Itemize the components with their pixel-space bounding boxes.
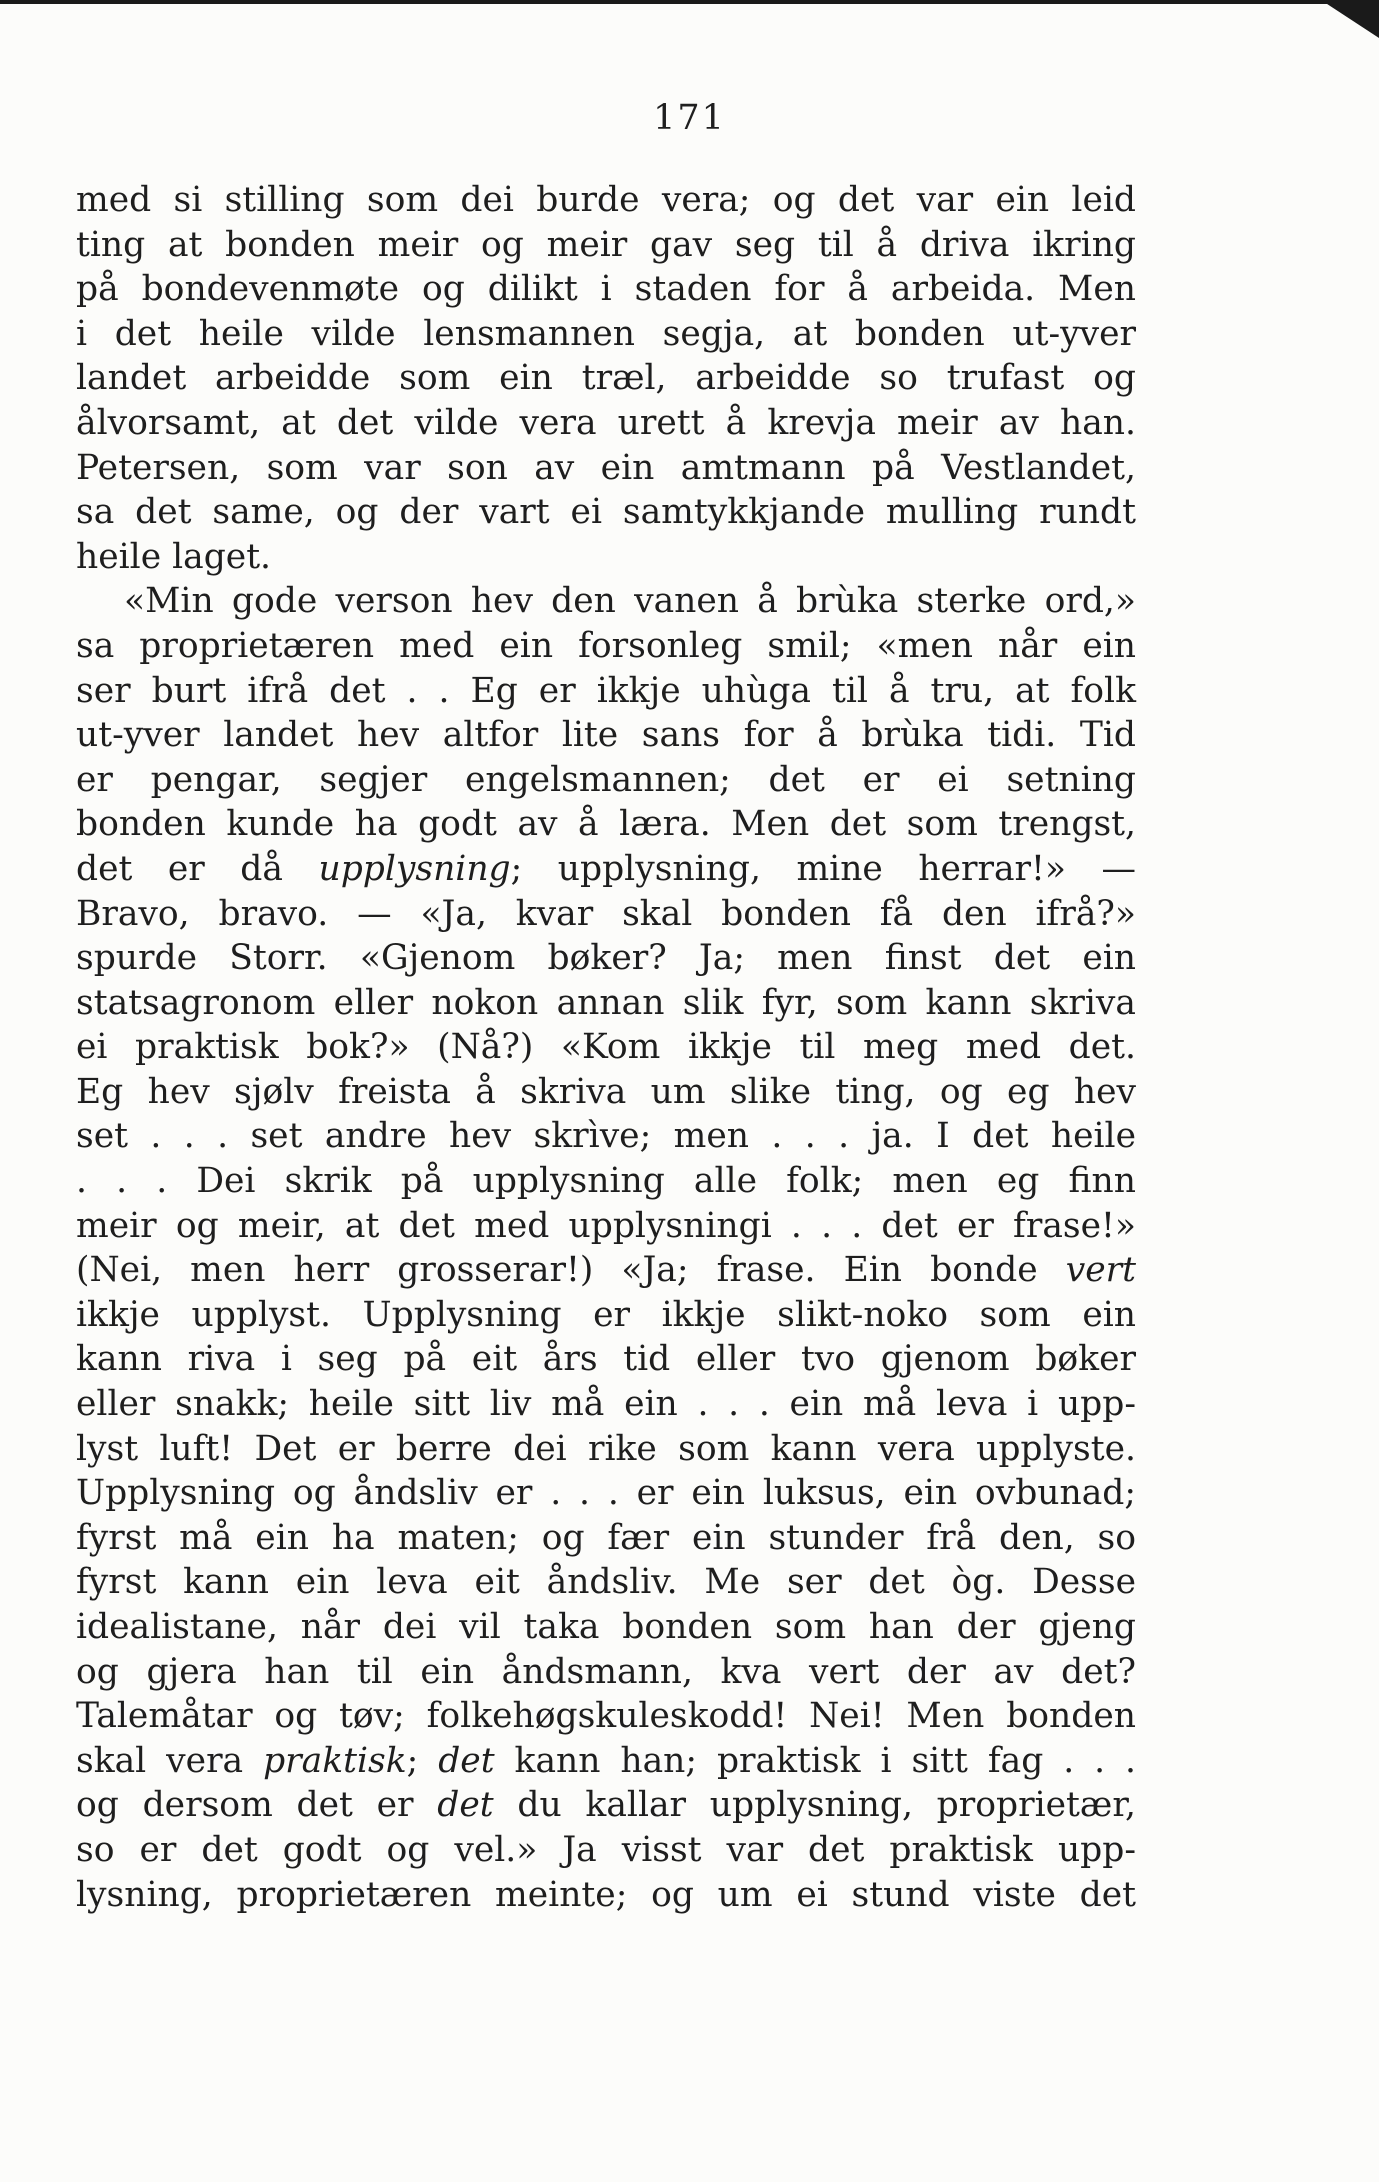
scan-corner — [1321, 0, 1379, 38]
text-segment: ; — [406, 1740, 439, 1781]
text-line: ser burt ifrå det . . Eg er ikkje uhùga til å tru, at folk — [76, 670, 1136, 711]
text-line: på bondevenmøte og dilikt i staden for å arbeida. Men — [76, 269, 1136, 310]
text-line: spurde Storr. «Gjenom bøker? Ja; men finst det ein — [76, 938, 1136, 979]
text-segment: kann han; praktisk i sitt fag . . . — [494, 1740, 1137, 1781]
text-line: ei praktisk bok?» (Nå?) «Kom ikkje til meg med det. — [76, 1027, 1136, 1068]
text-segment: ; upplysning, mine herrar!» — — [510, 848, 1137, 889]
text-segment: skal vera — [76, 1740, 264, 1781]
text-line: Upplysning og åndsliv er . . . er ein luksus, ein ovbunad; — [76, 1473, 1136, 1514]
italic-segment: upplysning — [318, 848, 511, 889]
text-line: meir og meir, at det med upplysningi . . . det er frase!» — [76, 1205, 1136, 1246]
text-line: heile laget. — [76, 536, 272, 577]
text-line: . . . Dei skrik på upplysning alle folk; men eg finn — [76, 1161, 1136, 1202]
text-line: ut-yver landet hev altfor lite sans for å brùka tidi. Tid — [76, 715, 1136, 756]
scan-edge — [0, 0, 1379, 4]
text-segment: (Nei, men herr grosserar!) «Ja; frase. Ein bonde — [76, 1250, 1066, 1291]
text-segment: og dersom det er — [76, 1785, 438, 1826]
text-line: bonden kunde ha godt av å læra. Men det som trengst, — [76, 804, 1136, 845]
text-line: ting at bonden meir og meir gav seg til å driva ikring — [76, 224, 1136, 265]
italic-segment: det — [438, 1740, 495, 1781]
page-number: 171 — [653, 98, 726, 138]
text-line: landet arbeidde som ein træl, arbeidde so trufast og — [76, 358, 1136, 399]
text-line: so er det godt og vel.» Ja visst var det praktisk upp- — [76, 1829, 1136, 1870]
text-line: statsagronom eller nokon annan slik fyr, som kann skriva — [76, 982, 1136, 1023]
text-line: fyrst kann ein leva eit åndsliv. Me ser det òg. Desse — [76, 1562, 1136, 1603]
text-line: eller snakk; heile sitt liv må ein . . . ein må leva i upp- — [76, 1384, 1136, 1425]
text-line: lyst luft! Det er berre dei rike som kann vera upplyste. — [76, 1428, 1136, 1469]
text-line — [76, 847, 1136, 892]
text-line: lysning, proprietæren meinte; og um ei stund viste det — [76, 1874, 1136, 1915]
text-line: idealistane, når dei vil taka bonden som han der gjeng — [76, 1607, 1136, 1647]
text-line: Eg hev sjølv freista å skriva um slike ting, og eg hev — [76, 1071, 1136, 1112]
text-line: kann riva i seg på eit års tid eller tvo gjenom bøker — [76, 1339, 1136, 1380]
text-line: Petersen, som var son av ein amtmann på Vestlandet, — [76, 447, 1136, 488]
text-segment: du kallar upplysning, proprietær, — [493, 1785, 1136, 1826]
text-line: sa proprietæren med ein forsonleg smil; «men når ein — [76, 625, 1136, 666]
text-line: sa det same, og der vart ei samtykkjande mulling rundt — [76, 492, 1136, 533]
text-line: Talemåtar og tøv; folkehøgskuleskodd! Nei! Men bonden — [76, 1696, 1136, 1737]
text-segment: det er då — [76, 848, 319, 889]
italic-segment: vert — [1065, 1250, 1136, 1291]
text-line: ikkje upplyst. Upplysning er ikkje slikt-noko som ein — [76, 1294, 1136, 1335]
italic-segment: det — [437, 1785, 494, 1826]
text-line: med si stilling som dei burde vera; og det var ein leid — [76, 180, 1136, 220]
text-line — [76, 1783, 1136, 1828]
body-text — [76, 178, 1136, 1917]
text-line: Bravo, bravo. — «Ja, kvar skal bonden få den ifrå?» — [76, 893, 1136, 934]
text-line: set . . . set andre hev skrìve; men . . . ja. I det heile — [76, 1116, 1136, 1157]
text-line — [76, 1739, 1136, 1784]
text-line: er pengar, segjer engelsmannen; det er ei setning — [76, 759, 1136, 800]
text-line: «Min gode verson hev den vanen å brùka sterke ord,» — [124, 581, 1136, 622]
italic-segment: praktisk — [263, 1740, 407, 1781]
text-line — [76, 1248, 1136, 1293]
text-line: og gjera han til ein åndsmann, kva vert der av det? — [76, 1651, 1136, 1692]
text-line: ålvorsamt, at det vilde vera urett å krevja meir av han. — [76, 402, 1136, 443]
text-line: i det heile vilde lensmannen segja, at bonden ut-yver — [76, 313, 1136, 354]
text-line: fyrst må ein ha maten; og fær ein stunder frå den, so — [76, 1517, 1136, 1558]
